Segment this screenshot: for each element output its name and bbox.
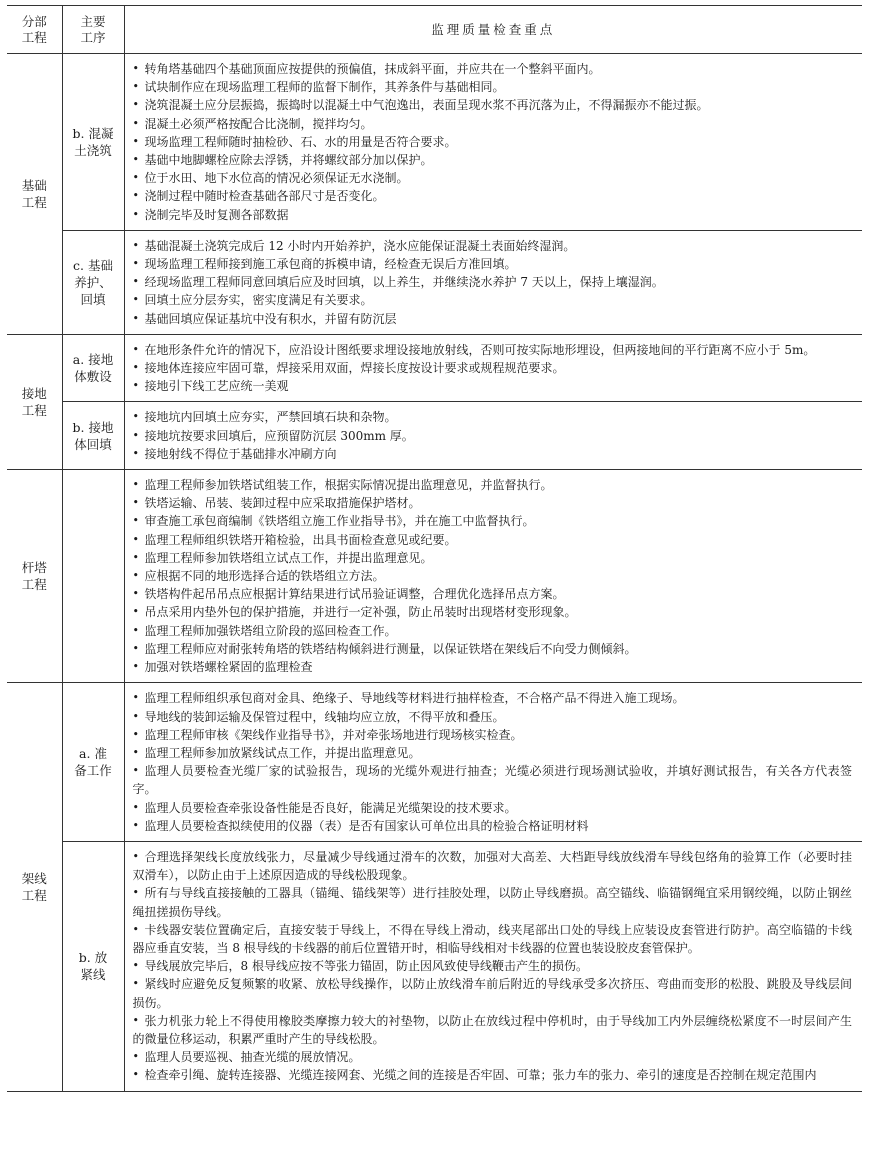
process-cell <box>62 230 124 334</box>
list-item: • 导线展放完毕后，8 根导线应按不等张力锚固，防止因风致使导线鞭击产生的损伤。 <box>133 957 853 975</box>
inspection-points-cell <box>124 470 862 683</box>
process-cell <box>62 841 124 1091</box>
list-item: • 监理人员要检查牵张设备性能是否良好，能满足光缆架设的技术要求。 <box>133 799 853 817</box>
process-cell <box>62 683 124 842</box>
table-row <box>7 683 862 842</box>
list-item: • 监理工程师应对耐张转角塔的铁塔结构倾斜进行测量，以保证铁塔在架线后不向受力侧倾斜。 <box>133 640 853 658</box>
table-row <box>7 841 862 1091</box>
division-cell <box>7 470 62 683</box>
inspection-points-cell <box>124 54 862 231</box>
division-cell <box>7 54 62 335</box>
list-item: • 现场监理工程师接到施工承包商的拆模申请，经检查无误后方准回填。 <box>133 255 853 273</box>
list-item: • 在地形条件允许的情况下，应沿设计图纸要求埋设接地放射线，否则可按实际地形埋设，但两接地间的平行距离不应小于 5m。 <box>133 341 853 359</box>
list-item: • 监理工程师参加放紧线试点工作，并提出监理意见。 <box>133 744 853 762</box>
list-item: • 监理人员要检查拟续使用的仪器（表）是否有国家认可单位出具的检验合格证明材料 <box>133 817 853 835</box>
list-item: • 加强对铁塔螺栓紧固的监理检查 <box>133 658 853 676</box>
process-cell <box>62 402 124 470</box>
list-item: • 接地坑内回填土应夯实，严禁回填石块和杂物。 <box>133 408 853 426</box>
list-item: • 张力机张力轮上不得使用橡胶类摩擦力较大的衬垫物，以防止在放线过程中停机时，由于导线加工内外层缠绕松紧度不一时层间产生的微量位移运动，积累严重时产生的导线松股。 <box>133 1012 853 1048</box>
process-name: b. 接地体回填 <box>72 419 114 452</box>
list-item: • 转角塔基础四个基础顶面应按提供的预偏值，抹成斜平面，并应共在一个整斜平面内。 <box>133 60 853 78</box>
header-inspection-points-label: 监理质量检查重点 <box>431 21 556 37</box>
list-item: • 监理人员要检查光缆厂家的试验报告，现场的光缆外观进行抽查；光缆必须进行现场测试验收，并填好测试报告，有关各方代表签字。 <box>133 762 853 798</box>
list-item: • 监理工程师审核《架线作业指导书》，并对牵张场地进行现场核实检查。 <box>133 726 853 744</box>
list-item: • 浇筑混凝土应分层振捣，振捣时以混凝土中气泡逸出，表面呈现水浆不再沉落为止，不得漏振亦不能过振。 <box>133 96 853 114</box>
list-item: • 紧线时应避免反复频繁的收紧、放松导线操作，以防止放线滑车前后附近的导线承受多次挤压、弯曲而变形的松股、跳股及导线层间损伤。 <box>133 975 853 1011</box>
table-row <box>7 230 862 334</box>
inspection-points-cell <box>124 230 862 334</box>
header-process <box>62 6 124 54</box>
list-item: • 混凝土必须严格按配合比浇制，搅拌均匀。 <box>133 115 853 133</box>
list-item: • 经现场监理工程师同意回填后应及时回填，以上养生，并继续浇水养护 7 天以上，保持上壤湿润。 <box>133 273 853 291</box>
list-item: • 吊点采用内垫外包的保护措施，并进行一定补强，防止吊装时出现塔材变形现象。 <box>133 603 853 621</box>
inspection-points-cell <box>124 334 862 402</box>
list-item: • 浇制过程中随时检查基础各部尺寸是否变化。 <box>133 187 853 205</box>
table-row <box>7 402 862 470</box>
header-inspection-points <box>124 6 862 54</box>
table-body <box>7 54 862 1092</box>
list-item: • 铁塔构件起吊吊点应根据计算结果进行试吊验证调整，合理优化选择吊点方案。 <box>133 585 853 603</box>
process-cell <box>62 54 124 231</box>
process-name: a. 准备工作 <box>74 746 112 779</box>
inspection-point-list <box>133 60 853 224</box>
list-item: • 回填土应分层夯实，密实度满足有关要求。 <box>133 291 853 309</box>
inspection-point-list <box>133 476 853 676</box>
list-item: • 接地坑按要求回填后，应预留防沉层 300mm 厚。 <box>133 427 853 445</box>
header-division-label: 分部工程 <box>21 13 47 45</box>
list-item: • 导地线的装卸运输及保管过程中，线轴均应立放，不得平放和叠压。 <box>133 708 853 726</box>
table-header-row <box>7 6 862 54</box>
division-name: 杆塔工程 <box>21 560 47 593</box>
process-name: b. 放紧线 <box>78 950 108 983</box>
list-item: • 基础中地脚螺栓应除去浮锈，并将螺纹部分加以保护。 <box>133 151 853 169</box>
process-cell <box>62 334 124 402</box>
inspection-point-list <box>133 848 853 1085</box>
inspection-points-cell <box>124 841 862 1091</box>
table-row <box>7 470 862 683</box>
list-item: • 检查牵引绳、旋转连接器、光缆连接网套、光缆之间的连接是否牢固、可靠；张力车的张力、牵引的速度是否控制在规定范围内 <box>133 1066 853 1084</box>
inspection-point-list <box>133 689 853 835</box>
list-item: • 所有与导线直接接触的工器具（锚绳、锚线架等）进行挂胶处理，以防止导线磨损。高空锚线、临锚钢绳宜采用钢绞绳，以防止钢丝绳扭搓损伤导线。 <box>133 884 853 920</box>
division-name: 接地工程 <box>21 385 47 418</box>
inspection-table <box>7 5 862 1092</box>
list-item: • 浇制完毕及时复测各部数据 <box>133 206 853 224</box>
inspection-point-list <box>133 341 853 396</box>
list-item: • 铁塔运输、吊装、装卸过程中应采取措施保护塔材。 <box>133 494 853 512</box>
header-division <box>7 6 62 54</box>
division-cell <box>7 334 62 469</box>
list-item: • 监理工程师参加铁塔组立试点工作，并提出监理意见。 <box>133 549 853 567</box>
division-cell <box>7 683 62 1091</box>
list-item: • 基础混凝土浇筑完成后 12 小时内开始养护，浇水应能保证混凝土表面始终湿润。 <box>133 237 853 255</box>
inspection-point-list <box>133 237 853 328</box>
list-item: • 接地射线不得位于基础排水冲刷方向 <box>133 445 853 463</box>
list-item: • 监理工程师组织铁塔开箱检验，出具书面检查意见或纪要。 <box>133 531 853 549</box>
process-name: a. 接地体敷设 <box>72 352 114 385</box>
list-item: • 试块制作应在现场监理工程师的监督下制作，其养条件与基础相同。 <box>133 78 853 96</box>
process-name: c. 基础养护、回填 <box>73 257 113 307</box>
table-row <box>7 54 862 231</box>
list-item: • 卡线器安装位置确定后，直接安装于导线上，不得在导线上滑动，线夹尾部出口处的导线上应装设皮套管进行防护。高空临锚的卡线器应垂直安装，当 8 根导线的卡线器的前后位置错开时，相临导线相对卡线器的位置也装设胶皮套管保护。 <box>133 921 853 957</box>
table-row <box>7 334 862 402</box>
list-item: • 现场监理工程师随时抽检砂、石、水的用量是否符合要求。 <box>133 133 853 151</box>
process-name: b. 混凝土浇筑 <box>72 125 114 158</box>
inspection-points-cell <box>124 683 862 842</box>
list-item: • 位于水田、地下水位高的情况必须保证无水浇制。 <box>133 169 853 187</box>
division-name: 基础工程 <box>21 177 47 210</box>
list-item: • 监理工程师组织承包商对金具、绝缘子、导地线等材料进行抽样检查，不合格产品不得进入施工现场。 <box>133 689 853 707</box>
process-cell <box>62 470 124 683</box>
list-item: • 监理工程师加强铁塔组立阶段的巡回检查工作。 <box>133 622 853 640</box>
list-item: • 监理工程师参加铁塔试组装工作，根据实际情况提出监理意见，并监督执行。 <box>133 476 853 494</box>
list-item: • 合理选择架线长度放线张力，尽量减少导线通过滑车的次数，加强对大高差、大档距导线放线滑车导线包络角的验算工作（必要时挂双滑车），以防止由于上述原因造成的导线松股现象。 <box>133 848 853 884</box>
inspection-point-list <box>133 408 853 463</box>
inspection-points-cell <box>124 402 862 470</box>
list-item: • 审查施工承包商编制《铁塔组立施工作业指导书》，并在施工中监督执行。 <box>133 512 853 530</box>
list-item: • 接地体连接应牢固可靠，焊接采用双面，焊接长度按设计要求或规程规范要求。 <box>133 359 853 377</box>
list-item: • 应根据不同的地形选择合适的铁塔组立方法。 <box>133 567 853 585</box>
header-process-label: 主要工序 <box>80 13 106 45</box>
list-item: • 监理人员要巡视、抽查光缆的展放情况。 <box>133 1048 853 1066</box>
list-item: • 接地引下线工艺应统一美观 <box>133 377 853 395</box>
list-item: • 基础回填应保证基坑中没有积水，并留有防沉层 <box>133 310 853 328</box>
division-name: 架线工程 <box>21 870 47 903</box>
